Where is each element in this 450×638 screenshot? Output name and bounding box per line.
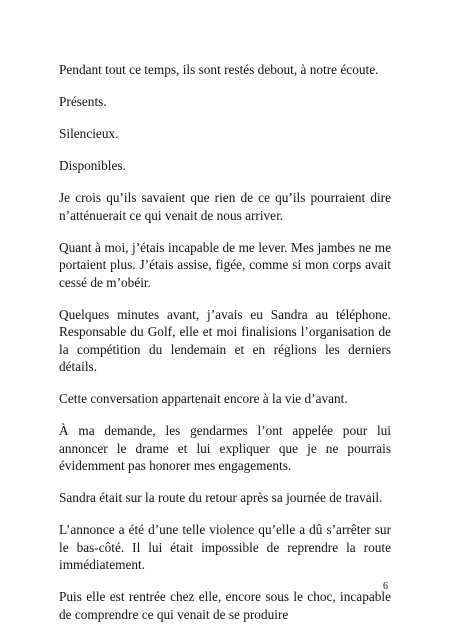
paragraph-1: Pendant tout ce temps, ils sont restés debout, à notre écoute. bbox=[59, 62, 379, 77]
paragraph-7: Quelques minutes avant, j’avais eu Sandra au téléphone. Responsable du Golf, elle et moi finalisions l’organisation de la compétition du lendemain et en réglions les derniers détails. bbox=[59, 306, 391, 374]
paragraph-11: L’annonce a été d’une telle violence qu’elle a dû s’arrêter sur le bas-côté. Il lui était impossible de reprendre la route immédiatement. bbox=[59, 522, 391, 572]
paragraph-10: Sandra était sur la route du retour après sa journée de travail. bbox=[59, 490, 383, 505]
paragraph-2: Présents. bbox=[59, 94, 107, 109]
paragraph-4: Disponibles. bbox=[59, 158, 126, 173]
body-text bbox=[59, 61, 391, 638]
paragraph-6: Quant à moi, j’étais incapable de me lever. Mes jambes ne me portaient plus. J’étais assise, figée, comme si mon corps avait cessé de m’obéir. bbox=[59, 239, 391, 290]
paragraph-5: Je crois qu’ils savaient que rien de ce qu’ils pourraient dire n’atténuerait ce qui venait de nous arriver. bbox=[59, 190, 391, 223]
page-number: 6 bbox=[383, 581, 388, 592]
paragraph-12: Puis elle est rentrée chez elle, encore sous le choc, incapable de comprendre ce qui venait de se produire bbox=[59, 589, 391, 622]
paragraph-9: À ma demande, les gendarmes l’ont appelée pour lui annoncer le drame et lui expliquer que je ne pourrais évidemment pas honorer mes engagements. bbox=[59, 423, 391, 473]
paragraph-3: Silencieux. bbox=[59, 126, 119, 141]
paragraph-8: Cette conversation appartenait encore à la vie d’avant. bbox=[59, 391, 348, 406]
